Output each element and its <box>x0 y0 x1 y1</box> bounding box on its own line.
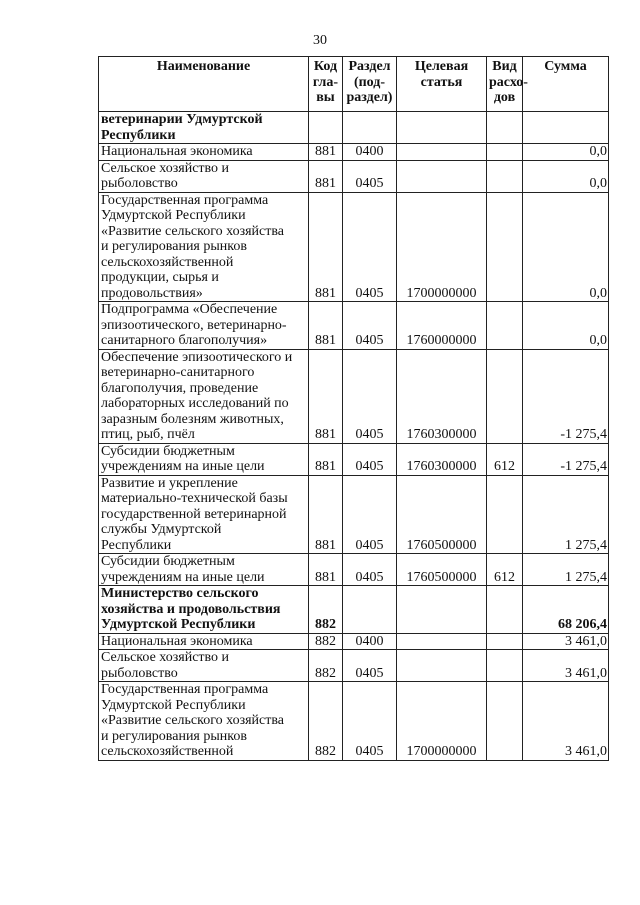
header-target <box>397 57 487 112</box>
row-name-line: Национальная экономика <box>101 633 253 649</box>
header-section-line: Раздел <box>348 59 391 74</box>
table-row <box>99 554 609 586</box>
row-section: 0405 <box>343 650 397 682</box>
row-target <box>397 144 487 161</box>
row-name-line: учреждениям на иные цели <box>101 459 265 474</box>
row-chapter: 882 <box>309 633 343 650</box>
row-chapter: 881 <box>309 192 343 302</box>
row-name <box>99 349 309 443</box>
row-chapter: 881 <box>309 554 343 586</box>
row-section: 0405 <box>343 349 397 443</box>
row-name-line: материально-технической базы <box>101 491 288 506</box>
row-name <box>99 633 309 650</box>
row-chapter <box>309 112 343 144</box>
row-sum <box>523 112 609 144</box>
row-name-line: Министерство сельского <box>101 586 259 601</box>
row-expense <box>487 633 523 650</box>
row-chapter: 881 <box>309 144 343 161</box>
row-expense <box>487 192 523 302</box>
row-name-line: Обеспечение эпизоотического и <box>101 349 293 365</box>
row-name-line: Субсидии бюджетным <box>101 443 235 459</box>
row-name <box>99 650 309 682</box>
row-sum: 0,0 <box>523 192 609 302</box>
row-chapter: 881 <box>309 443 343 475</box>
row-name <box>99 586 309 634</box>
row-name <box>99 192 309 302</box>
table-row <box>99 443 609 475</box>
row-name <box>99 302 309 350</box>
row-name-line: Субсидии бюджетным <box>101 554 235 569</box>
row-chapter: 882 <box>309 682 343 761</box>
row-name-line: лабораторных исследований по <box>101 396 289 411</box>
row-name-line: и регулирования рынков <box>101 239 247 254</box>
row-name-line: Государственная программа <box>101 192 269 208</box>
row-sum: 3 461,0 <box>523 633 609 650</box>
row-name-line: службы Удмуртской <box>101 522 222 537</box>
row-name-line: Удмуртской Республики <box>101 208 246 223</box>
row-target: 1760300000 <box>397 443 487 475</box>
table-row <box>99 112 609 144</box>
row-name-line: продовольствия» <box>101 285 203 301</box>
row-target <box>397 586 487 634</box>
row-target: 1700000000 <box>397 682 487 761</box>
row-name-line: учреждениям на иные цели <box>101 569 265 585</box>
row-name-line: заразным болезням животных, <box>101 411 284 427</box>
header-name: Наименование <box>99 57 309 112</box>
row-sum: 0,0 <box>523 144 609 161</box>
row-expense <box>487 586 523 634</box>
row-name-line: государственной ветеринарной <box>101 506 287 522</box>
row-target: 1760500000 <box>397 475 487 554</box>
row-name-line: птиц, рыб, пчёл <box>101 427 195 442</box>
row-name-line: сельскохозяйственной <box>101 744 234 759</box>
header-expense-line: расхо- <box>489 74 528 90</box>
row-name <box>99 144 309 161</box>
row-name-line: продукции, сырья и <box>101 270 219 285</box>
header-section-line: раздел) <box>346 90 393 105</box>
row-name <box>99 112 309 144</box>
row-sum: -1 275,4 <box>523 349 609 443</box>
row-name-line: Государственная программа <box>101 682 269 697</box>
row-section: 0405 <box>343 443 397 475</box>
row-name-line: Удмуртской Республики <box>101 697 246 713</box>
row-sum: 0,0 <box>523 302 609 350</box>
header-chapter-line: Код <box>313 59 338 74</box>
row-name-line: Удмуртской Республики <box>101 617 256 632</box>
header-section <box>343 57 397 112</box>
row-sum: 1 275,4 <box>523 554 609 586</box>
header-section-line: (под- <box>353 74 386 90</box>
table-row <box>99 682 609 761</box>
row-expense <box>487 349 523 443</box>
table-header-row <box>99 57 609 112</box>
row-section: 0405 <box>343 160 397 192</box>
row-name <box>99 443 309 475</box>
row-section: 0405 <box>343 192 397 302</box>
row-chapter: 882 <box>309 650 343 682</box>
row-sum: 1 275,4 <box>523 475 609 554</box>
row-name-line: благополучия, проведение <box>101 380 259 396</box>
row-name <box>99 160 309 192</box>
row-section: 0400 <box>343 633 397 650</box>
row-name-line: санитарного благополучия» <box>101 333 268 348</box>
row-expense <box>487 112 523 144</box>
row-name-line: рыболовство <box>101 665 178 681</box>
row-sum: 3 461,0 <box>523 650 609 682</box>
row-name-line: Подпрограмма «Обеспечение <box>101 302 278 317</box>
table-row <box>99 633 609 650</box>
row-name-line: Национальная экономика <box>101 144 253 159</box>
row-sum: 0,0 <box>523 160 609 192</box>
row-name-line: «Развитие сельского хозяйства <box>101 223 285 239</box>
row-expense: 612 <box>487 554 523 586</box>
row-expense <box>487 475 523 554</box>
row-target: 1700000000 <box>397 192 487 302</box>
row-chapter: 882 <box>309 586 343 634</box>
row-name-line: Республики <box>101 127 176 143</box>
row-name-line: ветеринарии Удмуртской <box>101 112 263 127</box>
header-expense-line: дов <box>493 90 516 105</box>
row-name <box>99 554 309 586</box>
row-name-line: «Развитие сельского хозяйства <box>101 713 285 728</box>
row-section: 0405 <box>343 475 397 554</box>
header-chapter <box>309 57 343 112</box>
row-name-line: рыболовство <box>101 176 178 191</box>
table-row <box>99 586 609 634</box>
row-name-line: сельскохозяйственной <box>101 254 234 270</box>
row-sum: 3 461,0 <box>523 682 609 761</box>
row-expense <box>487 302 523 350</box>
table-body <box>99 112 609 761</box>
header-target-line: статья <box>420 74 463 90</box>
page-number: 30 <box>313 33 327 48</box>
row-sum: 68 206,4 <box>523 586 609 634</box>
table-row <box>99 160 609 192</box>
table-row <box>99 650 609 682</box>
row-sum: -1 275,4 <box>523 443 609 475</box>
row-target <box>397 112 487 144</box>
row-chapter: 881 <box>309 302 343 350</box>
row-target <box>397 633 487 650</box>
row-target: 1760300000 <box>397 349 487 443</box>
row-target <box>397 650 487 682</box>
header-sum: Сумма <box>523 57 609 112</box>
row-target: 1760500000 <box>397 554 487 586</box>
row-name-line: ветеринарно-санитарного <box>101 365 255 380</box>
header-chapter-line: вы <box>316 90 335 105</box>
row-expense <box>487 650 523 682</box>
row-name-line: и регулирования рынков <box>101 728 247 744</box>
row-expense <box>487 160 523 192</box>
row-section: 0400 <box>343 144 397 161</box>
row-name <box>99 682 309 761</box>
header-target-line: Целевая <box>414 59 469 74</box>
row-target <box>397 160 487 192</box>
table-row <box>99 349 609 443</box>
row-name-line: Республики <box>101 537 172 553</box>
header-expense-line: Вид <box>492 59 517 74</box>
row-chapter: 881 <box>309 349 343 443</box>
row-section: 0405 <box>343 302 397 350</box>
row-chapter: 881 <box>309 475 343 554</box>
row-section: 0405 <box>343 682 397 761</box>
table-row <box>99 192 609 302</box>
row-section <box>343 586 397 634</box>
table-row <box>99 302 609 350</box>
row-name-line: Сельское хозяйство и <box>101 160 230 176</box>
row-name-line: Развитие и укрепление <box>101 475 238 491</box>
row-section <box>343 112 397 144</box>
budget-table <box>98 56 609 761</box>
row-target: 1760000000 <box>397 302 487 350</box>
row-name <box>99 475 309 554</box>
header-chapter-line: гла- <box>312 74 339 90</box>
row-expense: 612 <box>487 443 523 475</box>
row-expense <box>487 144 523 161</box>
row-name-line: эпизоотического, ветеринарно- <box>101 317 287 333</box>
table-row <box>99 475 609 554</box>
row-name-line: хозяйства и продовольствия <box>101 601 281 617</box>
row-chapter: 881 <box>309 160 343 192</box>
row-name-line: Сельское хозяйство и <box>101 650 230 665</box>
header-expense <box>487 57 528 112</box>
row-expense <box>487 682 523 761</box>
row-section: 0405 <box>343 554 397 586</box>
table-row <box>99 144 609 161</box>
